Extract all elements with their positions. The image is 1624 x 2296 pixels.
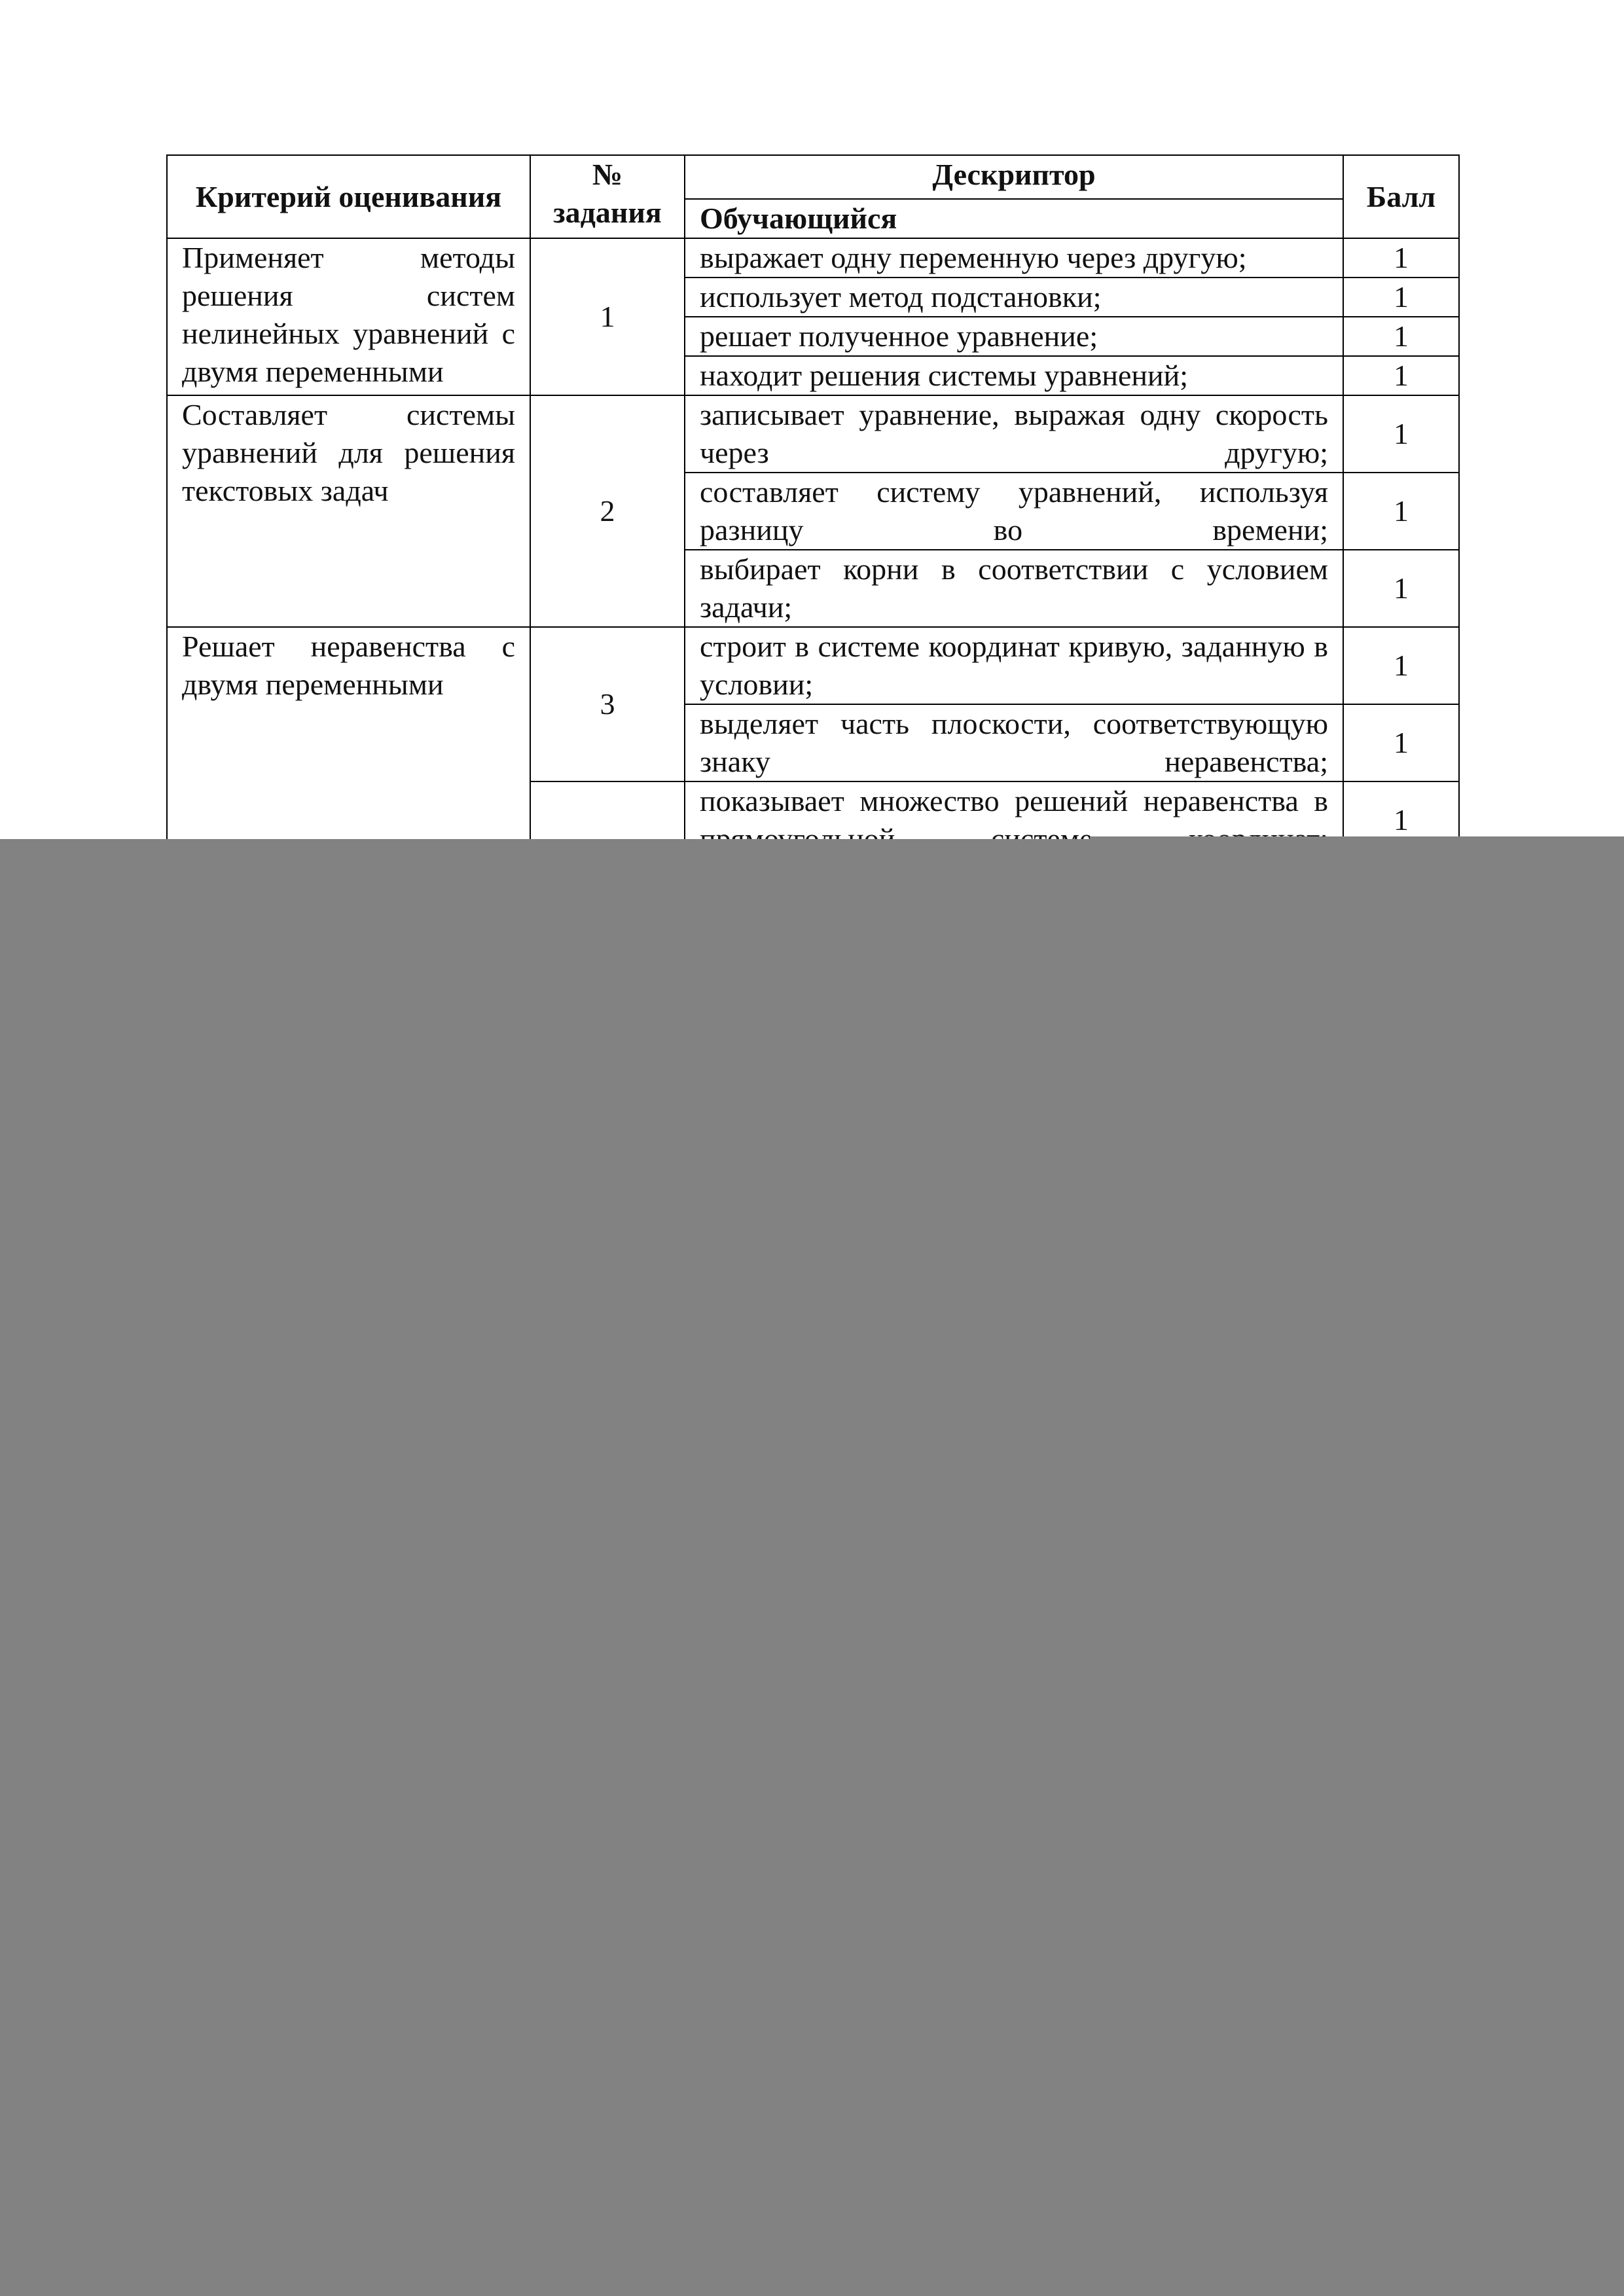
score-cell: 1 [1343, 395, 1459, 473]
descriptor-cell: показывает множество решений неравенства в [685, 781, 1343, 859]
score-cell: 1 [1343, 278, 1459, 317]
descriptor-cell: выбирает корни в соответствии с условием задачи; [685, 550, 1343, 627]
score-cell: 1 [1343, 704, 1459, 781]
score-cell: 1 [1343, 627, 1459, 704]
criterion-cell: Применяет методы решения систем нелинейных уравнений с двумя переменными [167, 238, 530, 395]
header-task-number [530, 155, 685, 238]
header-task-number-line1: № [592, 158, 623, 191]
header-score: Балл [1343, 155, 1459, 238]
descriptor-cell: использует метод подстановки; [685, 278, 1343, 317]
score-cell: 1 [1343, 356, 1459, 395]
score-cell: 1 [1343, 550, 1459, 627]
score-cell: 1 [1343, 473, 1459, 550]
task-number-cell: 2 [530, 395, 685, 627]
score-cell: 1 [1343, 781, 1459, 859]
header-criterion: Критерий оценивания [167, 155, 530, 238]
header-student: Обучающийся [685, 199, 1343, 238]
score-cell: 1 [1343, 238, 1459, 278]
assessment-criteria-table [166, 154, 1460, 859]
descriptor-cell: находит решения системы уравнений; [685, 356, 1343, 395]
criterion-cell: Составляет системы уравнений для решения текстовых задач [167, 395, 530, 627]
header-task-number-line2: задания [553, 196, 662, 229]
task-number-cell: 3 [530, 627, 685, 781]
descriptor-cell: строит в системе координат кривую, заданную в условии; [685, 627, 1343, 704]
descriptor-cell: выражает одну переменную через другую; [685, 238, 1343, 278]
descriptor-cell: записывает уравнение, выражая одну скорость через другую; [685, 395, 1343, 473]
task-number-cell: 1 [530, 238, 685, 395]
descriptor-cell: составляет систему уравнений, используя разницу во времени; [685, 473, 1343, 550]
criterion-cell: Решает неравенства с двумя переменными [167, 627, 530, 859]
descriptor-cell: решает полученное уравнение; [685, 317, 1343, 356]
redaction-overlay [0, 839, 1624, 2296]
header-descriptor: Дескриптор [685, 155, 1343, 199]
score-cell: 1 [1343, 317, 1459, 356]
descriptor-cell: выделяет часть плоскости, соответствующую знаку неравенства; [685, 704, 1343, 781]
